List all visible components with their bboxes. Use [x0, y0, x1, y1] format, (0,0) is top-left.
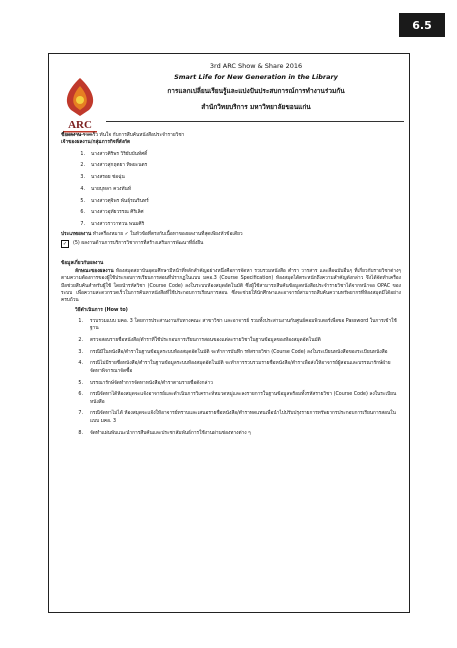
team-member-name: นางสาวสุกฤตยา ทิพยะนตร: [91, 163, 148, 169]
description-paragraph: [61, 268, 401, 304]
team-member-name: นางสาวศิริพร วิริยับบันท์ศดิ์: [91, 151, 148, 157]
logo-text: ARC: [68, 119, 92, 131]
team-member: [61, 219, 401, 231]
team-member: [61, 195, 401, 207]
team-member-number: 3.: [80, 175, 85, 181]
type-row: [61, 231, 401, 238]
team-member-name: นางสาวราวาทวน พนมศิริ: [91, 221, 145, 227]
team-member-number: 2.: [80, 163, 85, 169]
team-member-number: 4.: [80, 186, 85, 192]
step-number: 8.: [78, 430, 83, 436]
header-organization: สำนักวิทยบริการ มหาวิทยาลัยขอนแก่น: [201, 103, 311, 111]
team-member-number: 6.: [80, 210, 85, 216]
step-text: กรณีจัดหาไม่ได้ ห้องสมุดจะแจ้งให้อาจารย์ทราบและเสนอรายชื่อหนังสือ/ตำราทดแทนเพื่อนำไปปรับปรุงรายการทรัพยากรประกอบการเรียนการสอนในแบบ มคอ. 3: [90, 411, 396, 424]
team-member: [61, 184, 401, 196]
category-checkbox-row: [61, 240, 401, 248]
howto-step: [61, 318, 401, 333]
steps-list: [61, 318, 401, 437]
howto-step: [61, 360, 401, 375]
header-divider: [106, 121, 404, 122]
step-text: กรณีจัดหาได้ห้องสมุดจะแจ้งอาจารย์และดำเนินการวิเคราะห์หมวดหมู่และลงรายการในฐานข้อมูลพร้อมทั้งรหัสรายวิชา (Course Code) ลงในระเบียนหนังสือ: [90, 392, 397, 405]
team-member-number: 1.: [80, 151, 85, 157]
step-number: 3.: [78, 349, 83, 355]
step-text: กรณีไม่มีรายชื่อหนังสือ/ตำราในฐานข้อมูลระบบห้องสมุดอัตโนมัติ จะทำการรวบรวมรายชื่อหนังสือ/ตำราเพื่อส่งให้อาจารย์ผู้สอนและบรรณารักษ์ฝ่ายจัดหาพิจารณาจัดซื้อ: [90, 361, 391, 374]
howto-step: [61, 380, 401, 387]
description-label: ลักษณะของผลงาน: [75, 269, 114, 274]
step-text: จัดทำแผ่นพับแนะนำการสืบค้นและประชาสัมพันธ์การใช้งานผ่านช่องทางต่าง ๆ: [90, 430, 251, 436]
type-instruction: ทำเครื่องหมาย ✓ ในหัวข้อที่ตรงกับเนื้อหาของผลงานที่สุดเพียงหัวข้อเดียว: [92, 232, 243, 238]
team-member: [61, 172, 401, 184]
step-number: 1.: [78, 318, 83, 324]
category-checkbox-label: (5) ผลงานด้านการบริการวิชาการที่สร้างเสริมการพัฒนาที่ยั่งยืน: [73, 241, 204, 247]
howto-step: [61, 391, 401, 406]
owner-label: เจ้าของผลงาน/กลุ่มภารกิจที่สังกัด: [61, 140, 131, 146]
step-text: กรณีมีในหนังสือ/ตำราในฐานข้อมูลระบบห้องสมุดอัตโนมัติ จะทำการบันทึก รหัสรายวิชา (Course Code) ลงในระเบียนหนังสือของระเบียนหนังสือ: [90, 349, 388, 355]
team-member-number: 5.: [80, 198, 85, 204]
work-title-row: [61, 132, 401, 139]
work-title-label: ชื่อผลงาน: [61, 133, 82, 138]
team-member: [61, 149, 401, 161]
type-label: ประเภทผลงาน: [61, 232, 92, 238]
team-member-name: นางสาวอุทัยวรรณ ศิริเลิศ: [91, 210, 144, 216]
step-number: 4.: [78, 361, 83, 367]
step-number: 5.: [78, 380, 83, 386]
step-text: ตรวจสอบรายชื่อหนังสือ/ตำราที่ใช้ประกอบการเรียนการสอนของแต่ละรายวิชาในฐานข้อมูลของห้องสมุดอัตโนมัติ: [90, 337, 321, 343]
document-body: [61, 128, 401, 441]
team-member-name: นางสาวศุจิพร พันธุ์รณรินทร์: [91, 198, 149, 204]
step-number: 6.: [78, 392, 83, 398]
category-checkbox[interactable]: ✓: [62, 240, 68, 247]
document-header: [106, 56, 406, 112]
step-number: 7.: [78, 411, 83, 417]
description-text: ห้องสมุดสถาบันอุดมศึกษามีหน้าที่หลักสำคัญอย่างหนึ่งคือการจัดหา รวบรวมหนังสือ ตำรา วารสาร และสื่อฉบับอื่นๆ ที่เกี่ยวกับรายวิชาต่างๆ ตามความต้องการของผู้ใช้ประกอบการเรียนการสอนที่ปรากฏในแบบ มคอ.3 (Course Specification) ห้องสมุดได้ตระหนักถึงความสำคัญดังกล่าว จึงได้จัดทำเครื่องมือช่วยสืบค้นสำหรับผู้ใช้ โดยนำรหัสวิชา (Course Code) ลงในระบบห้องสมุดอัตโนมัติ ซึ่งผู้ใช้สามารถสืบค้นข้อมูลหนังสือประจำรายวิชาได้จากหน้าจอ OPAC ของระบบ เพื่อความสะดวกรวดเร็วในการค้นหาหนังสือที่ใช้ประกอบการเรียนการสอน ซึ่งจะช่วยให้นักศึกษาและอาจารย์สามารถสืบค้นความทรัพยากรที่ห้องสมุดมีได้อย่างครบถ้วน: [61, 269, 401, 304]
step-number: 2.: [78, 337, 83, 343]
team-list: [61, 149, 401, 231]
team-member-name: นายบุหลา ควงทันท์: [91, 186, 131, 192]
page-number-badge: 6.5: [399, 13, 445, 37]
howto-heading: วิธีดำเนินการ (How to): [75, 308, 128, 314]
event-title: 3rd ARC Show & Share 2016: [209, 62, 303, 70]
team-member: [61, 160, 401, 172]
howto-step: [61, 410, 401, 425]
step-text: บรรณารักษ์จัดทำการจัดหาหนังสือ/ตำราตามรายชื่อดังกล่าว: [90, 380, 213, 386]
event-subtitle: Smart Life for New Generation in the Library: [174, 73, 338, 81]
team-member: [61, 207, 401, 219]
howto-step: [61, 349, 401, 356]
howto-step: [61, 337, 401, 344]
team-member-name: นางสรอย ช่อฉุ่น: [91, 175, 125, 181]
step-text: รวบรวมแบบ มคอ. 3 โดยการประสานงานกับทางคณะ สาขาวิชา และอาจารย์ รวมทั้งประสานงานกับศูนย์คอมพิวเตอร์เพื่อขอ Password ในการเข้าใช้ฐาน: [90, 318, 397, 332]
work-title: รวดเร็ว ทันใจ กับการสืบค้นหนังสือประจำรายวิชา: [82, 133, 185, 138]
logo-emblem-icon: [67, 78, 93, 116]
header-thai-title: การแลกเปลี่ยนเรียนรู้และแบ่งปันประสบการณ์การทำงานร่วมกัน: [167, 87, 345, 95]
info-section-heading: ข้อมูลเกี่ยวกับผลงาน: [61, 260, 104, 266]
team-member-number: 7.: [80, 221, 85, 227]
howto-step: [61, 430, 401, 437]
